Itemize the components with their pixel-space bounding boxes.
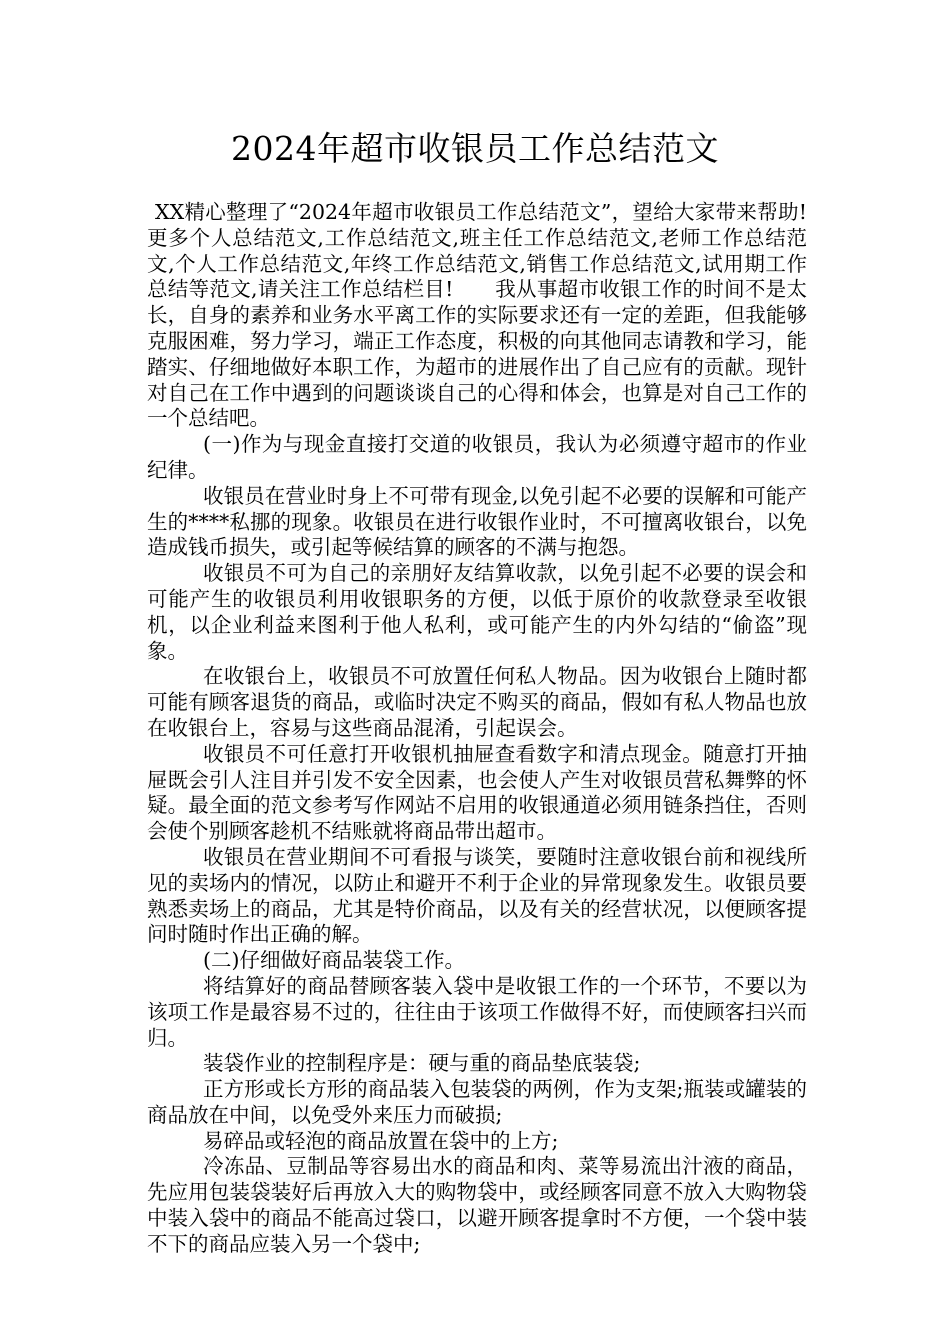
paragraph: 收银员在营业期间不可看报与谈笑，要随时注意收银台前和视线所见的卖场内的情况，以防止和避开不利于企业的异常现象发生。收银员要熟悉卖场上的商品，尤其是特价商品，以及有关的经营状况，以便顾客提问时随时作出正确的解。 [147,844,807,947]
paragraph: 收银员在营业时身上不可带有现金,以免引起不必要的误解和可能产生的****私挪的现象。收银员在进行收银作业时，不可擅离收银台，以免造成钱币损失，或引起等候结算的顾客的不满与抱怨。 [147,483,807,560]
paragraph-section-1-heading: (一)作为与现金直接打交道的收银员，我认为必须遵守超市的作业纪律。 [147,432,807,482]
paragraph: 冷冻品、豆制品等容易出水的商品和肉、菜等易流出汁液的商品，先应用包装袋装好后再放入大的购物袋中，或经顾客同意不放入大购物袋中装入袋中的商品不能高过袋口，以避开顾客提拿时不方便，一个袋中装不下的商品应装入另一个袋中; [147,1154,807,1256]
paragraph: 将结算好的商品替顾客装入袋中是收银工作的一个环节，不要以为该项工作是最容易不过的，往往由于该项工作做得不好，而使顾客扫兴而归。 [147,973,807,1050]
paragraph: 收银员不可任意打开收银机抽屉查看数字和清点现金。随意打开抽屉既会引人注目并引发不安全因素，也会使人产生对收银员营私舞弊的怀疑。最全面的范文参考写作网站不启用的收银通道必须用链条挡住，否则会使个别顾客趁机不结账就将商品带出超市。 [147,741,807,844]
paragraph-section-2-heading: (二)仔细做好商品装袋工作。 [203,948,465,973]
paragraph: 在收银台上，收银员不可放置任何私人物品。因为收银台上随时都可能有顾客退货的商品，或临时决定不购买的商品，假如有私人物品也放在收银台上，容易与这些商品混淆，引起误会。 [147,664,807,740]
paragraph-intro: XX精心整理了“2024年超市收银员工作总结范文”，望给大家带来帮助!更多个人总结范文,工作总结范文,班主任工作总结范文,老师工作总结范文,个人工作总结范文,年终工作总结范文,销售工作总结范文,试用期工作总结等范文,请关注工作总结栏目! 我从事超市收银工作的时间不是太长，自身的素养和业务水平离工作的实际要求还有一定的差距，但我能够克服困难，努力学习，端正工作态度，积极的向其他同志请教和学习，能踏实、仔细地做好本职工作，为超市的进展作出了自己应有的贡献。现针对自己在工作中遇到的问题谈谈自己的心得和体会，也算是对自己工作的一个总结吧。 [147,200,807,431]
paragraph: 易碎品或轻泡的商品放置在袋中的上方; [203,1128,559,1153]
paragraph: 正方形或长方形的商品装入包装袋的两例，作为支架;瓶装或罐装的商品放在中间，以免受外来压力而破损; [147,1077,807,1127]
paragraph: 装袋作业的控制程序是：硬与重的商品垫底装袋; [203,1051,641,1076]
document-body [147,200,807,1258]
paragraph: 收银员不可为自己的亲朋好友结算收款，以免引起不必要的误会和可能产生的收银员利用收银职务的方便，以低于原价的收款登录至收银机，以企业利益来图利于他人私利，或可能产生的内外勾结的“偷盗”现象。 [147,561,807,663]
document-title: 2024年超市收银员工作总结范文 [231,129,719,168]
